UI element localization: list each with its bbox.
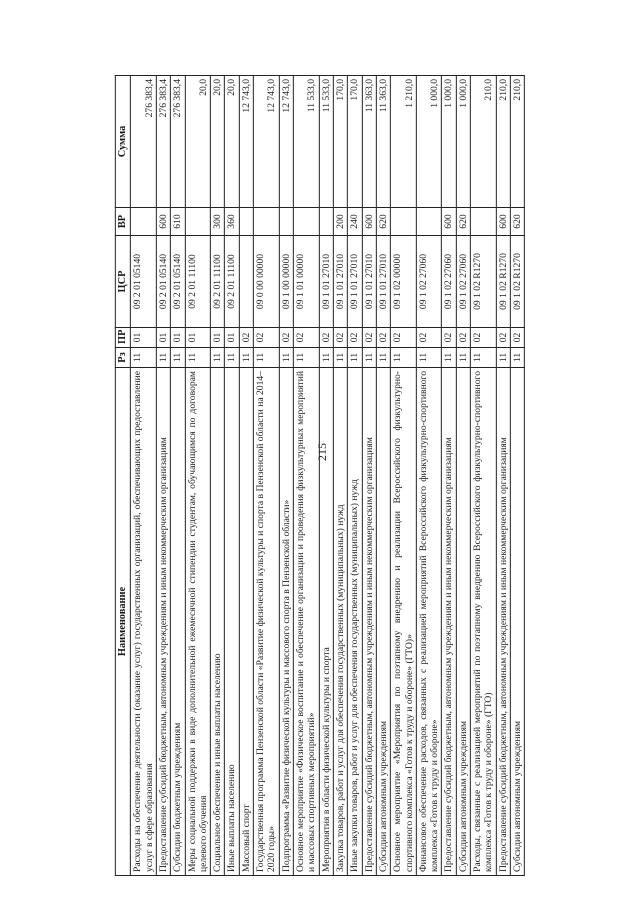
cell-rz: 11 <box>156 348 170 368</box>
cell-pr: 02 <box>376 328 390 348</box>
cell-vr <box>239 208 253 236</box>
cell-pr: 02 <box>293 328 319 348</box>
cell-pr: 01 <box>185 328 211 348</box>
cell-vr: 600 <box>156 208 170 236</box>
cell-sum: 12 743,0 <box>239 76 253 208</box>
cell-csr: 09 0 00 00000 <box>253 236 279 328</box>
table-row <box>416 76 442 876</box>
cell-name: Основное мероприятие «Мероприятия по поэтапному внедрению и реализации Всероссийского физкультурно-спортивного комплекса «Готов к труду и обороне» (ГТО)» <box>391 368 417 876</box>
cell-name: Расходы на обеспечение деятельности (оказание услуг) государственных организаций, обеспечивающих предоставление услуг в сфере образования <box>131 368 157 876</box>
cell-pr: 01 <box>225 328 239 348</box>
cell-sum: 1 000,0 <box>416 76 442 208</box>
cell-vr <box>279 208 293 236</box>
table-header-row <box>115 76 130 876</box>
cell-csr: 09 1 01 27010 <box>333 236 347 328</box>
cell-name: Меры социальной поддержки в виде дополнительной ежемесячной стипендии студентам, обучающимся по договорам целевого обучения <box>185 368 211 876</box>
cell-sum: 12 743,0 <box>279 76 293 208</box>
table-body <box>131 76 525 876</box>
cell-name: Предоставление субсидий бюджетным, автономным учреждениям и иным некоммерческим организациям <box>362 368 376 876</box>
cell-csr: 09 1 01 27010 <box>319 236 333 328</box>
cell-name: Предоставление субсидий бюджетным, автономным учреждениям и иным некоммерческим организациям <box>156 368 170 876</box>
cell-sum: 12 743,0 <box>253 76 279 208</box>
cell-rz: 11 <box>279 348 293 368</box>
cell-csr: 09 2 01 05140 <box>156 236 170 328</box>
cell-vr <box>391 208 417 236</box>
cell-pr: 02 <box>239 328 253 348</box>
cell-rz: 11 <box>225 348 239 368</box>
cell-name: Субсидии бюджетным учреждениям <box>171 368 185 876</box>
cell-rz: 11 <box>319 348 333 368</box>
cell-csr <box>239 236 253 328</box>
table-row <box>348 76 362 876</box>
table-row <box>376 76 390 876</box>
cell-name: Государственная программа Пензенской области «Развитие физической культуры и спорта в Пензенской области на 2014–2020 годы» <box>253 368 279 876</box>
cell-rz: 11 <box>239 348 253 368</box>
cell-csr: 09 1 02 27060 <box>456 236 470 328</box>
cell-rz: 11 <box>348 348 362 368</box>
cell-vr: 620 <box>456 208 470 236</box>
cell-pr: 02 <box>456 328 470 348</box>
cell-pr: 02 <box>416 328 442 348</box>
budget-table <box>115 75 525 876</box>
cell-sum: 210,0 <box>510 76 524 208</box>
cell-sum: 170,0 <box>348 76 362 208</box>
cell-sum: 20,0 <box>185 76 211 208</box>
cell-sum: 11 533,0 <box>319 76 333 208</box>
cell-csr: 09 1 01 00000 <box>293 236 319 328</box>
rotated-content <box>115 76 525 876</box>
cell-vr <box>253 208 279 236</box>
cell-name: Финансовое обеспечение расходов, связанных с реализацией мероприятий Всероссийского физкультурно-спортивного комплекса «Готов к труду и обороне» <box>416 368 442 876</box>
cell-vr <box>416 208 442 236</box>
table-row <box>333 76 347 876</box>
header-rz: Рз <box>115 348 130 368</box>
table-row <box>391 76 417 876</box>
cell-vr: 200 <box>333 208 347 236</box>
cell-csr: 09 1 01 27010 <box>362 236 376 328</box>
cell-pr: 02 <box>348 328 362 348</box>
cell-vr: 600 <box>496 208 510 236</box>
cell-name: Массовый спорт <box>239 368 253 876</box>
cell-sum: 210,0 <box>470 76 496 208</box>
header-name: Наименование <box>115 368 130 876</box>
header-csr: ЦСР <box>115 236 130 328</box>
cell-pr: 01 <box>131 328 157 348</box>
cell-csr: 09 1 02 27060 <box>442 236 456 328</box>
cell-sum: 20,0 <box>225 76 239 208</box>
cell-vr <box>470 208 496 236</box>
cell-vr: 610 <box>171 208 185 236</box>
cell-sum: 276 383,4 <box>156 76 170 208</box>
cell-name: Основное мероприятие «Физическое воспитание и обеспечение организации и проведения физкультурных мероприятий и массовых спортивных мероприятий» <box>293 368 319 876</box>
cell-rz: 11 <box>333 348 347 368</box>
cell-sum: 1 000,0 <box>442 76 456 208</box>
cell-pr: 02 <box>496 328 510 348</box>
cell-csr: 09 2 01 05140 <box>171 236 185 328</box>
cell-vr <box>185 208 211 236</box>
table-row <box>131 76 157 876</box>
table-row <box>293 76 319 876</box>
table-row <box>185 76 211 876</box>
cell-vr: 360 <box>225 208 239 236</box>
cell-csr: 09 2 01 05140 <box>131 236 157 328</box>
cell-pr: 01 <box>156 328 170 348</box>
header-vr: ВР <box>115 208 130 236</box>
cell-csr: 09 1 02 R1270 <box>470 236 496 328</box>
cell-csr: 09 1 02 R1270 <box>496 236 510 328</box>
table-row <box>210 76 224 876</box>
cell-csr: 09 1 02 27060 <box>416 236 442 328</box>
cell-vr: 620 <box>510 208 524 236</box>
table-row <box>253 76 279 876</box>
cell-pr: 02 <box>253 328 279 348</box>
cell-sum: 1 210,0 <box>391 76 417 208</box>
cell-rz: 11 <box>496 348 510 368</box>
table-row <box>171 76 185 876</box>
cell-rz: 11 <box>171 348 185 368</box>
cell-name: Субсидии автономным учреждениям <box>376 368 390 876</box>
cell-csr: 09 1 01 27010 <box>348 236 362 328</box>
cell-rz: 11 <box>456 348 470 368</box>
table-row <box>456 76 470 876</box>
table-row <box>442 76 456 876</box>
cell-csr: 09 2 01 11100 <box>210 236 224 328</box>
cell-name: Иные выплаты населению <box>225 368 239 876</box>
cell-sum: 276 383,4 <box>171 76 185 208</box>
page-number: 215 <box>315 443 329 461</box>
cell-csr: 09 2 01 11100 <box>185 236 211 328</box>
table-row <box>319 76 333 876</box>
cell-name: Подпрограмма «Развитие физической культуры и массового спорта в Пензенской области» <box>279 368 293 876</box>
cell-sum: 11 363,0 <box>362 76 376 208</box>
cell-rz: 11 <box>391 348 417 368</box>
cell-sum: 11 533,0 <box>293 76 319 208</box>
table-row <box>362 76 376 876</box>
header-sum: Сумма <box>115 76 130 208</box>
cell-rz: 11 <box>293 348 319 368</box>
cell-rz: 11 <box>131 348 157 368</box>
table-row <box>156 76 170 876</box>
cell-vr: 620 <box>376 208 390 236</box>
cell-sum: 170,0 <box>333 76 347 208</box>
cell-sum: 210,0 <box>496 76 510 208</box>
cell-pr: 02 <box>510 328 524 348</box>
cell-rz: 11 <box>442 348 456 368</box>
cell-name: Иные закупки товаров, работ и услуг для обеспечения государственных (муниципальных) нужд <box>348 368 362 876</box>
cell-sum: 276 383,4 <box>131 76 157 208</box>
cell-pr: 02 <box>319 328 333 348</box>
cell-pr: 01 <box>171 328 185 348</box>
table-row <box>470 76 496 876</box>
table-row <box>239 76 253 876</box>
table-row <box>225 76 239 876</box>
cell-rz: 11 <box>510 348 524 368</box>
cell-vr <box>131 208 157 236</box>
cell-pr: 02 <box>279 328 293 348</box>
cell-vr: 600 <box>442 208 456 236</box>
cell-rz: 11 <box>210 348 224 368</box>
cell-pr: 02 <box>362 328 376 348</box>
cell-name: Закупка товаров, работ и услуг для обеспечения государственных (муниципальных) нужд <box>333 368 347 876</box>
cell-name: Предоставление субсидий бюджетным, автономным учреждениям и иным некоммерческим организациям <box>496 368 510 876</box>
table-row <box>279 76 293 876</box>
cell-rz: 11 <box>185 348 211 368</box>
header-pr: ПР <box>115 328 130 348</box>
cell-name: Расходы, связанные с реализацией мероприятий по поэтапному внедрению Всероссийского физкультурно-спортивного комплекса «Готов к труду и обороне» (ГТО) <box>470 368 496 876</box>
cell-sum: 11 363,0 <box>376 76 390 208</box>
cell-rz: 11 <box>253 348 279 368</box>
cell-pr: 02 <box>470 328 496 348</box>
cell-sum: 1 000,0 <box>456 76 470 208</box>
cell-csr: 09 2 01 11100 <box>225 236 239 328</box>
cell-vr: 600 <box>362 208 376 236</box>
cell-rz: 11 <box>416 348 442 368</box>
cell-name: Предоставление субсидий бюджетным, автономным учреждениям и иным некоммерческим организациям <box>442 368 456 876</box>
cell-csr: 09 1 02 00000 <box>391 236 417 328</box>
cell-rz: 11 <box>362 348 376 368</box>
cell-name: Субсидии автономным учреждениям <box>456 368 470 876</box>
cell-name: Мероприятия в области физической культуры и спорта <box>319 368 333 876</box>
table-row <box>510 76 524 876</box>
cell-csr: 09 1 01 27010 <box>376 236 390 328</box>
cell-sum: 20,0 <box>210 76 224 208</box>
cell-pr: 02 <box>333 328 347 348</box>
cell-vr <box>319 208 333 236</box>
cell-csr: 09 1 00 00000 <box>279 236 293 328</box>
cell-name: Социальное обеспечение и иные выплаты населению <box>210 368 224 876</box>
cell-vr: 240 <box>348 208 362 236</box>
cell-pr: 01 <box>210 328 224 348</box>
cell-pr: 02 <box>391 328 417 348</box>
cell-name: Субсидии автономным учреждениям <box>510 368 524 876</box>
cell-rz: 11 <box>376 348 390 368</box>
cell-vr <box>293 208 319 236</box>
cell-pr: 02 <box>442 328 456 348</box>
cell-csr: 09 1 02 R1270 <box>510 236 524 328</box>
table-row <box>496 76 510 876</box>
cell-rz: 11 <box>470 348 496 368</box>
cell-vr: 300 <box>210 208 224 236</box>
